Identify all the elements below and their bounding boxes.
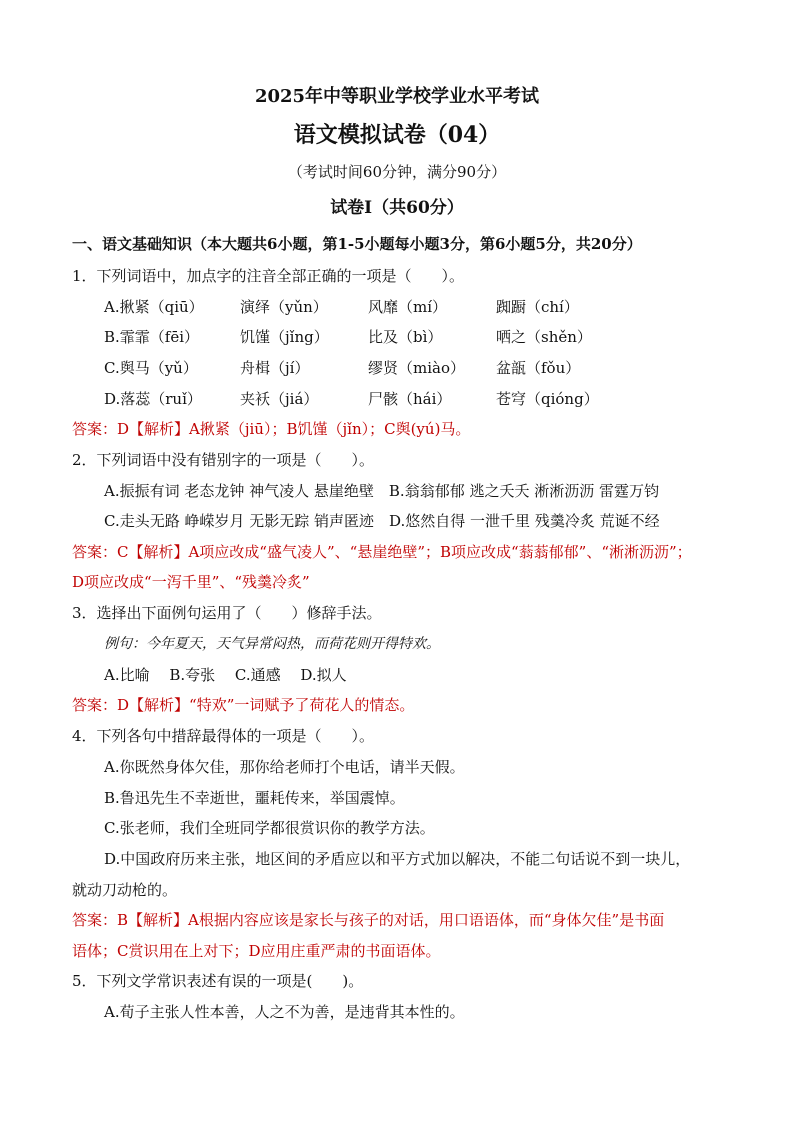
q2-stem: 2．下列词语中没有错别字的一项是（ ）。 (72, 451, 375, 469)
section-title: 一、语文基础知识（本大题共6小题，第1-5小题每小题3分，第6小题5分，共20分） (72, 235, 642, 253)
q1-option-b1: B.霏霏（fēi） (104, 328, 200, 346)
q3-options: A.比喻 B.夸张 C.通感 D.拟人 (104, 666, 347, 684)
q5-option-a: A.荀子主张人性本善，人之不为善，是违背其本性的。 (104, 1003, 465, 1021)
q2-options-line2: C.走头无路 峥嵘岁月 无影无踪 销声匿迹 D.悠然自得 一泄千里 残羹冷炙 荒诞不经 (104, 512, 660, 530)
exam-title: 2025年中等职业学校学业水平考试 (254, 86, 540, 107)
q4-stem: 4．下列各句中措辞最得体的一项是（ ）。 (72, 727, 375, 745)
q1-option-d4: 苍穹（qióng） (496, 390, 599, 408)
q2-answer-line2: D项应改成“一泻千里”、“残羹冷炙” (72, 573, 310, 591)
q1-option-d3: 尸骸（hái） (368, 390, 452, 408)
q1-option-a2: 演绎（yǔn） (240, 298, 328, 316)
q1-option-b4: 哂之（shěn） (496, 328, 592, 346)
q1-option-c4: 盆瓿（fǒu） (496, 359, 581, 377)
q1-option-a3: 风靡（mí） (368, 298, 448, 316)
q1-option-d2: 夹袄（jiá） (240, 390, 319, 408)
q4-answer-line2: 语体；C赏识用在上对下；D应用庄重严肃的书面语体。 (72, 942, 441, 960)
part-title: 试卷Ⅰ（共60分） (330, 198, 464, 218)
q1-option-a4: 踟蹰（chí） (496, 298, 579, 316)
q4-option-d-line1: D.中国政府历来主张，地区间的矛盾应以和平方式加以解决，不能二句话说不到一块儿， (104, 850, 691, 868)
q1-stem: 1．下列词语中，加点字的注音全部正确的一项是（ ）。 (72, 267, 465, 285)
q2-options-line1: A.振振有词 老态龙钟 神气凌人 悬崖绝壁 B.翁翁郁郁 逃之夭夭 淅淅沥沥 雷霆万钧 (104, 482, 660, 500)
q4-answer-line1: 答案：B【解析】A根据内容应该是家长与孩子的对话，用口语语体，而“身体欠佳”是书面 (72, 911, 665, 929)
q3-example: 例句：今年夏天，天气异常闷热，而荷花则开得特欢。 (104, 636, 440, 652)
q1-option-c3: 缪贤（miào） (368, 359, 465, 377)
q1-option-d1: D.落蕊（ruǐ） (104, 390, 202, 408)
q2-answer-line1: 答案：C【解析】A项应改成“盛气凌人”、“悬崖绝壁”；B项应改成“蓊蓊郁郁”、“淅淅沥沥”； (72, 543, 692, 561)
q4-option-a: A.你既然身体欠佳，那你给老师打个电话，请半天假。 (104, 758, 465, 776)
exam-info: （考试时间60分钟，满分90分） (287, 163, 507, 181)
q1-option-c1: C.舆马（yǔ） (104, 359, 198, 377)
q1-option-b2: 饥馑（jǐng） (240, 328, 329, 346)
q4-option-b: B.鲁迅先生不幸逝世，噩耗传来，举国震悼。 (104, 789, 405, 807)
q4-option-c: C.张老师，我们全班同学都很赏识你的教学方法。 (104, 819, 435, 837)
q1-option-c2: 舟楫（jí） (240, 359, 310, 377)
q4-option-d-line2: 就动刀动枪的。 (72, 881, 178, 899)
q1-answer: 答案：D【解析】A揪紧（jiū）；B饥馑（jǐn）；C舆(yú)马。 (72, 420, 471, 438)
q3-answer: 答案：D【解析】“特欢”一词赋予了荷花人的情态。 (72, 696, 415, 714)
q1-option-b3: 比及（bì） (368, 328, 443, 346)
q1-option-a1: A.揪紧（qiū） (104, 298, 204, 316)
q5-stem: 5．下列文学常识表述有误的一项是( )。 (72, 972, 364, 990)
q3-stem: 3．选择出下面例句运用了（ ）修辞手法。 (72, 604, 382, 622)
paper-title: 语文模拟试卷（04） (293, 122, 501, 148)
